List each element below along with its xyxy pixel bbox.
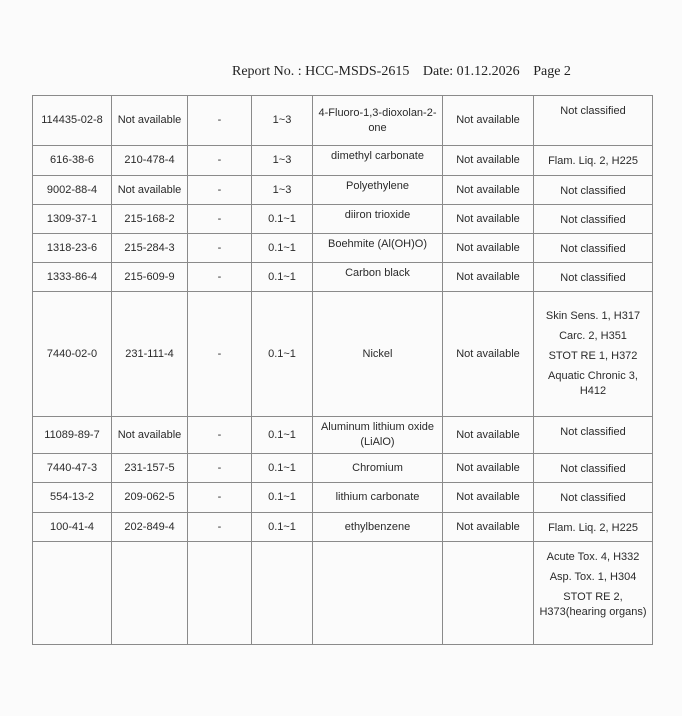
- hazard-statement: Not classified: [560, 214, 626, 226]
- substance-name-cell: dimethyl carbonate: [313, 146, 443, 176]
- concentration-cell: 1~3: [252, 176, 313, 205]
- cas-number-cell: 114435-02-8: [33, 96, 112, 146]
- hazard-statement: Not classified: [560, 243, 626, 255]
- concentration-cell: 0.1~1: [252, 483, 313, 513]
- ec-number-cell: Not available: [112, 417, 188, 454]
- ec-number-cell: [112, 542, 188, 645]
- concentration-cell: 0.1~1: [252, 263, 313, 292]
- table-row: [33, 205, 653, 234]
- ec-number-cell: Not available: [112, 96, 188, 146]
- substance-name-cell: Polyethylene: [313, 176, 443, 205]
- hazard-statement: Not classified: [560, 185, 626, 197]
- hazard-statement: Skin Sens. 1, H317: [545, 310, 641, 322]
- hazard-classification-cell: [534, 292, 653, 417]
- reach-registration-cell: Not available: [443, 483, 534, 513]
- index-number-cell: -: [188, 205, 252, 234]
- hazard-statement: Acute Tox. 4, H332: [546, 551, 640, 563]
- concentration-cell: 0.1~1: [252, 513, 313, 542]
- hazard-classification-cell: [534, 176, 653, 205]
- cas-number-cell: 1333-86-4: [33, 263, 112, 292]
- cas-number-cell: 9002-88-4: [33, 176, 112, 205]
- substance-name-cell: Aluminum lithium oxide (LiAlO): [313, 417, 443, 454]
- index-number-cell: -: [188, 234, 252, 263]
- hazard-classification-cell: [534, 542, 653, 645]
- hazard-classification-cell: [534, 417, 653, 454]
- cas-number-cell: 7440-02-0: [33, 292, 112, 417]
- substance-name-cell: [313, 542, 443, 645]
- composition-table: [32, 95, 653, 645]
- report-header: [232, 64, 581, 80]
- ec-number-cell: 215-168-2: [112, 205, 188, 234]
- substance-name-cell: lithium carbonate: [313, 483, 443, 513]
- reach-registration-cell: Not available: [443, 205, 534, 234]
- table-row: [33, 292, 653, 417]
- substance-name-cell: Boehmite (Al(OH)O): [313, 234, 443, 263]
- substance-name-cell: ethylbenzene: [313, 513, 443, 542]
- reach-registration-cell: Not available: [443, 513, 534, 542]
- hazard-classification-cell: [534, 205, 653, 234]
- hazard-statement: STOT RE 2, H373(hearing organs): [539, 591, 647, 618]
- hazard-statement: Asp. Tox. 1, H304: [549, 571, 637, 583]
- table-row: [33, 454, 653, 483]
- ec-number-cell: 231-157-5: [112, 454, 188, 483]
- index-number-cell: -: [188, 263, 252, 292]
- table-row: [33, 417, 653, 454]
- reach-registration-cell: Not available: [443, 234, 534, 263]
- reach-registration-cell: Not available: [443, 146, 534, 176]
- substance-name-cell: Nickel: [313, 292, 443, 417]
- hazard-statement: Flam. Liq. 2, H225: [548, 155, 638, 167]
- hazard-statement: Not classified: [560, 105, 626, 117]
- cas-number-cell: 7440-47-3: [33, 454, 112, 483]
- composition-table-body: [33, 96, 653, 645]
- concentration-cell: 1~3: [252, 146, 313, 176]
- page-number: Page 2: [533, 64, 571, 79]
- hazard-classification-cell: [534, 263, 653, 292]
- cas-number-cell: 1309-37-1: [33, 205, 112, 234]
- substance-name-cell: diiron trioxide: [313, 205, 443, 234]
- reach-registration-cell: Not available: [443, 96, 534, 146]
- concentration-cell: 0.1~1: [252, 292, 313, 417]
- concentration-cell: 0.1~1: [252, 417, 313, 454]
- cas-number-cell: 616-38-6: [33, 146, 112, 176]
- report-number: Report No. : HCC-MSDS-2615: [232, 64, 410, 79]
- substance-name-cell: 4-Fluoro-1,3-dioxolan-2-one: [313, 96, 443, 146]
- hazard-classification-cell: [534, 454, 653, 483]
- concentration-cell: 0.1~1: [252, 234, 313, 263]
- hazard-statement: Aquatic Chronic 3, H412: [548, 370, 638, 397]
- ec-number-cell: 231-111-4: [112, 292, 188, 417]
- reach-registration-cell: [443, 542, 534, 645]
- ec-number-cell: Not available: [112, 176, 188, 205]
- hazard-classification-cell: [534, 483, 653, 513]
- substance-name-cell: Chromium: [313, 454, 443, 483]
- concentration-cell: [252, 542, 313, 645]
- hazard-statement: Not classified: [560, 272, 626, 284]
- table-row: [33, 483, 653, 513]
- hazard-classification-cell: [534, 96, 653, 146]
- cas-number-cell: [33, 542, 112, 645]
- hazard-statement: Not classified: [560, 426, 626, 438]
- table-row: [33, 96, 653, 146]
- hazard-statement: Carc. 2, H351: [559, 330, 627, 342]
- ec-number-cell: 210-478-4: [112, 146, 188, 176]
- table-row: [33, 176, 653, 205]
- ec-number-cell: 215-284-3: [112, 234, 188, 263]
- reach-registration-cell: Not available: [443, 454, 534, 483]
- hazard-classification-cell: [534, 234, 653, 263]
- concentration-cell: 1~3: [252, 96, 313, 146]
- hazard-classification-cell: [534, 146, 653, 176]
- index-number-cell: -: [188, 96, 252, 146]
- cas-number-cell: 554-13-2: [33, 483, 112, 513]
- report-date: Date: 01.12.2026: [422, 64, 520, 79]
- ec-number-cell: 202-849-4: [112, 513, 188, 542]
- hazard-statement: STOT RE 1, H372: [548, 350, 638, 362]
- index-number-cell: -: [188, 483, 252, 513]
- index-number-cell: -: [188, 176, 252, 205]
- reach-registration-cell: Not available: [443, 417, 534, 454]
- cas-number-cell: 11089-89-7: [33, 417, 112, 454]
- table-row: [33, 263, 653, 292]
- table-row: [33, 542, 653, 645]
- hazard-statement: Not classified: [560, 463, 626, 475]
- hazard-statement: Flam. Liq. 2, H225: [548, 522, 638, 534]
- reach-registration-cell: Not available: [443, 176, 534, 205]
- index-number-cell: -: [188, 454, 252, 483]
- table-row: [33, 146, 653, 176]
- concentration-cell: 0.1~1: [252, 454, 313, 483]
- index-number-cell: -: [188, 513, 252, 542]
- ec-number-cell: 209-062-5: [112, 483, 188, 513]
- concentration-cell: 0.1~1: [252, 205, 313, 234]
- ec-number-cell: 215-609-9: [112, 263, 188, 292]
- index-number-cell: -: [188, 146, 252, 176]
- table-row: [33, 234, 653, 263]
- reach-registration-cell: Not available: [443, 263, 534, 292]
- index-number-cell: -: [188, 417, 252, 454]
- hazard-classification-cell: [534, 513, 653, 542]
- cas-number-cell: 100-41-4: [33, 513, 112, 542]
- hazard-statement: Not classified: [560, 492, 626, 504]
- table-row: [33, 513, 653, 542]
- index-number-cell: [188, 542, 252, 645]
- substance-name-cell: Carbon black: [313, 263, 443, 292]
- reach-registration-cell: Not available: [443, 292, 534, 417]
- index-number-cell: -: [188, 292, 252, 417]
- cas-number-cell: 1318-23-6: [33, 234, 112, 263]
